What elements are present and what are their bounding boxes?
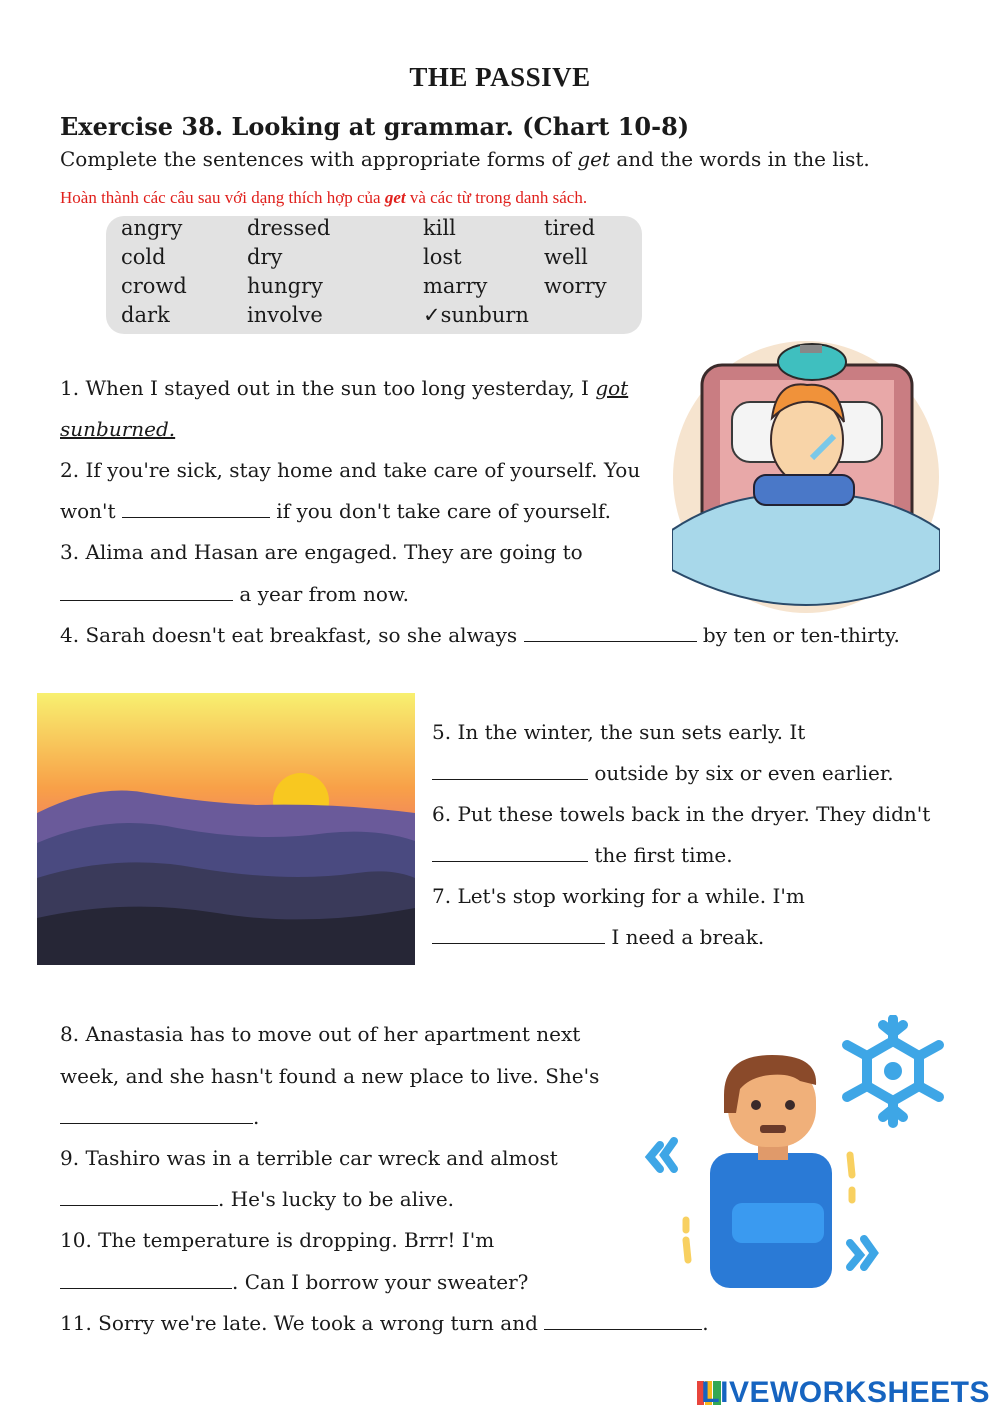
question-7-text: I need a break. bbox=[605, 925, 765, 949]
question-10-text: . Can I borrow your sweater? bbox=[232, 1270, 529, 1294]
sick-boy-illustration bbox=[672, 340, 940, 615]
instructions-vi-emphasis: get bbox=[384, 188, 406, 207]
instructions-text-1: Complete the sentences with appropriate forms of bbox=[60, 147, 578, 171]
question-8-text: . bbox=[253, 1105, 260, 1129]
question-3-text: 3. Alima and Hasan are engaged. They are going to bbox=[60, 540, 583, 564]
answer-blank-5[interactable] bbox=[432, 759, 588, 780]
question-11 bbox=[60, 1303, 709, 1344]
word-list-item: worry bbox=[544, 274, 607, 298]
question-5-cont bbox=[432, 753, 894, 794]
question-9-text: 9. Tashiro was in a terrible car wreck and almost bbox=[60, 1146, 558, 1170]
question-6 bbox=[432, 794, 930, 835]
question-2-cont bbox=[60, 491, 611, 532]
question-1-text: 1. When I stayed out in the sun too long yesterday, I bbox=[60, 376, 596, 400]
word-list-item: cold bbox=[121, 245, 166, 269]
question-2 bbox=[60, 450, 640, 491]
question-2-text: if you don't take care of yourself. bbox=[269, 499, 611, 523]
question-4-text: by ten or ten-thirty. bbox=[696, 623, 900, 647]
answer-blank-9[interactable] bbox=[60, 1185, 218, 1206]
answer-blank-7[interactable] bbox=[432, 923, 605, 944]
instructions bbox=[60, 147, 870, 171]
answer-blank-2[interactable] bbox=[122, 497, 270, 518]
answer-blank-4[interactable] bbox=[524, 621, 697, 642]
question-8-text: 8. Anastasia has to move out of her apartment next bbox=[60, 1022, 581, 1046]
question-3-text: a year from now. bbox=[233, 582, 409, 606]
answer-blank-11[interactable] bbox=[544, 1309, 702, 1330]
question-10 bbox=[60, 1220, 494, 1261]
question-3-cont bbox=[60, 574, 409, 615]
page-title: THE PASSIVE bbox=[409, 62, 591, 92]
question-2-text: won't bbox=[60, 499, 122, 523]
instructions-vietnamese bbox=[60, 188, 587, 208]
instructions-text-2: and the words in the list. bbox=[610, 147, 870, 171]
word-list-box bbox=[106, 216, 642, 334]
exercise-title: Exercise 38. Looking at grammar. (Chart 10-8) bbox=[60, 112, 690, 141]
question-5 bbox=[432, 712, 805, 753]
question-1-cont bbox=[60, 409, 175, 450]
question-8-cont bbox=[60, 1056, 599, 1097]
question-7-text: 7. Let's stop working for a while. I'm bbox=[432, 884, 805, 908]
word-list-item: involve bbox=[247, 303, 323, 327]
question-6-cont bbox=[432, 835, 733, 876]
question-10-text: 10. The temperature is dropping. Brrr! I'm bbox=[60, 1228, 495, 1252]
word-list-item: well bbox=[544, 245, 588, 269]
answer-blank-10[interactable] bbox=[60, 1268, 232, 1289]
cold-man-illustration bbox=[640, 1015, 952, 1295]
question-8 bbox=[60, 1014, 580, 1055]
instructions-vi-text-2: và các từ trong danh sách. bbox=[405, 188, 588, 207]
question-8-cont bbox=[60, 1097, 259, 1138]
word-list-item: dark bbox=[121, 303, 170, 327]
question-6-text: the first time. bbox=[588, 843, 733, 867]
word-list-item: marry bbox=[423, 274, 488, 298]
question-11-text: 11. Sorry we're late. We took a wrong turn and bbox=[60, 1311, 545, 1335]
word-list-item: hungry bbox=[247, 274, 323, 298]
question-4-text: 4. Sarah doesn't eat breakfast, so she always bbox=[60, 623, 524, 647]
word-list-item: lost bbox=[423, 245, 462, 269]
word-list-item: crowd bbox=[121, 274, 187, 298]
question-6-text: 6. Put these towels back in the dryer. They didn't bbox=[432, 802, 931, 826]
instructions-vi-text-1: Hoàn thành các câu sau với dạng thích hợp của bbox=[60, 188, 385, 207]
question-9-cont bbox=[60, 1179, 454, 1220]
word-list-item: dry bbox=[247, 245, 283, 269]
question-7 bbox=[432, 876, 805, 917]
answer-blank-6[interactable] bbox=[432, 841, 588, 862]
question-5-text: outside by six or even earlier. bbox=[588, 761, 894, 785]
question-8-text: week, and she hasn't found a new place to live. She's bbox=[60, 1064, 600, 1088]
answer-blank-3[interactable] bbox=[60, 580, 233, 601]
question-1 bbox=[60, 368, 628, 409]
question-7-cont bbox=[432, 917, 764, 958]
question-1-answer: got bbox=[595, 376, 629, 400]
question-11-text: . bbox=[702, 1311, 709, 1335]
brand-logo-text[interactable]: LIVEWORKSHEETS bbox=[701, 1376, 990, 1409]
instructions-emphasis: get bbox=[577, 147, 610, 171]
word-list-item: ✓sunburn bbox=[423, 303, 529, 327]
question-5-text: 5. In the winter, the sun sets early. It bbox=[432, 720, 806, 744]
question-4 bbox=[60, 615, 900, 656]
question-9 bbox=[60, 1138, 558, 1179]
word-list-item: angry bbox=[121, 216, 183, 240]
question-3 bbox=[60, 532, 583, 573]
sunset-illustration bbox=[37, 693, 415, 965]
answer-blank-8[interactable] bbox=[60, 1103, 253, 1124]
question-1-answer: sunburned. bbox=[60, 417, 176, 441]
question-2-text: 2. If you're sick, stay home and take care of yourself. You bbox=[60, 458, 641, 482]
word-list-item: kill bbox=[423, 216, 456, 240]
question-9-text: . He's lucky to be alive. bbox=[218, 1187, 455, 1211]
word-list-item: tired bbox=[544, 216, 596, 240]
word-list-item: dressed bbox=[247, 216, 331, 240]
question-10-cont bbox=[60, 1262, 528, 1303]
